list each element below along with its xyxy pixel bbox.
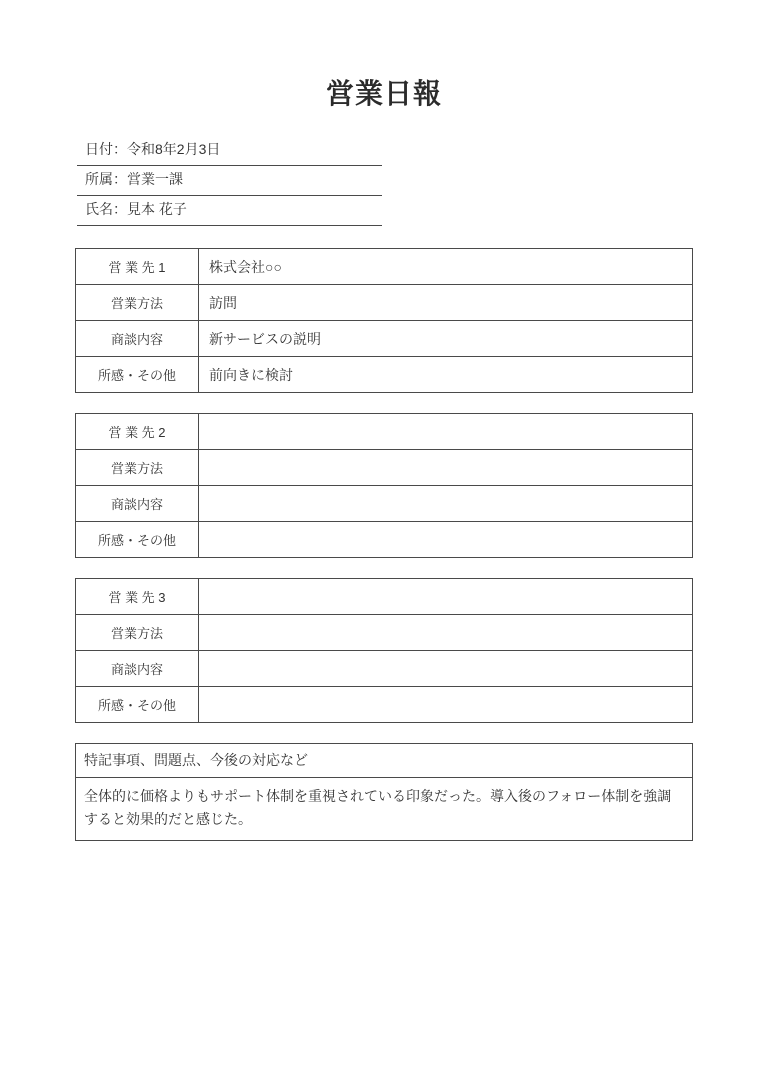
row-label-discussion: 商談内容	[76, 486, 199, 522]
special-notes-box	[75, 743, 693, 841]
table-row	[76, 486, 693, 522]
sales-visit-table-2	[75, 413, 693, 558]
row-label-remarks: 所感・その他	[76, 687, 199, 723]
row-label-discussion: 商談内容	[76, 321, 199, 357]
row-value-method	[199, 450, 693, 486]
info-department-line: 所属：営業一課	[77, 166, 382, 196]
row-value-method	[199, 615, 693, 651]
row-label-remarks: 所感・その他	[76, 522, 199, 558]
special-notes-body: 全体的に価格よりもサポート体制を重視されている印象だった。導入後のフォロー体制を強調すると効果的だと感じた。	[84, 788, 672, 827]
table-row	[76, 249, 693, 285]
table-row	[76, 579, 693, 615]
row-value-client	[199, 579, 693, 615]
info-name-line: 氏名：見本 花子	[77, 196, 382, 226]
row-label-discussion: 商談内容	[76, 651, 199, 687]
row-value-remarks	[199, 687, 693, 723]
sales-visit-table-1	[75, 248, 693, 393]
row-value-discussion	[199, 486, 693, 522]
row-label-client: 営 業 先 1	[76, 249, 199, 285]
table-row	[76, 414, 693, 450]
row-label-client: 営 業 先 2	[76, 414, 199, 450]
row-value-method: 訪問	[199, 285, 693, 321]
table-row	[76, 285, 693, 321]
row-label-remarks: 所感・その他	[76, 357, 199, 393]
row-value-client: 株式会社○○	[199, 249, 693, 285]
row-value-remarks: 前向きに検討	[199, 357, 693, 393]
row-value-discussion: 新サービスの説明	[199, 321, 693, 357]
table-row	[76, 615, 693, 651]
report-info-block	[77, 136, 382, 226]
row-value-remarks	[199, 522, 693, 558]
table-row	[76, 651, 693, 687]
row-value-client	[199, 414, 693, 450]
table-row	[76, 450, 693, 486]
row-label-method: 営業方法	[76, 450, 199, 486]
table-row	[76, 522, 693, 558]
sales-visit-table-3	[75, 578, 693, 723]
table-row	[76, 687, 693, 723]
row-value-discussion	[199, 651, 693, 687]
special-notes-header: 特記事項、問題点、今後の対応など	[76, 744, 692, 778]
info-date-line: 日付：令和8年2月3日	[77, 136, 382, 166]
row-label-method: 営業方法	[76, 285, 199, 321]
table-row	[76, 321, 693, 357]
row-label-method: 営業方法	[76, 615, 199, 651]
row-label-client: 営 業 先 3	[76, 579, 199, 615]
table-row	[76, 357, 693, 393]
page-title: 営業日報	[325, 78, 442, 109]
